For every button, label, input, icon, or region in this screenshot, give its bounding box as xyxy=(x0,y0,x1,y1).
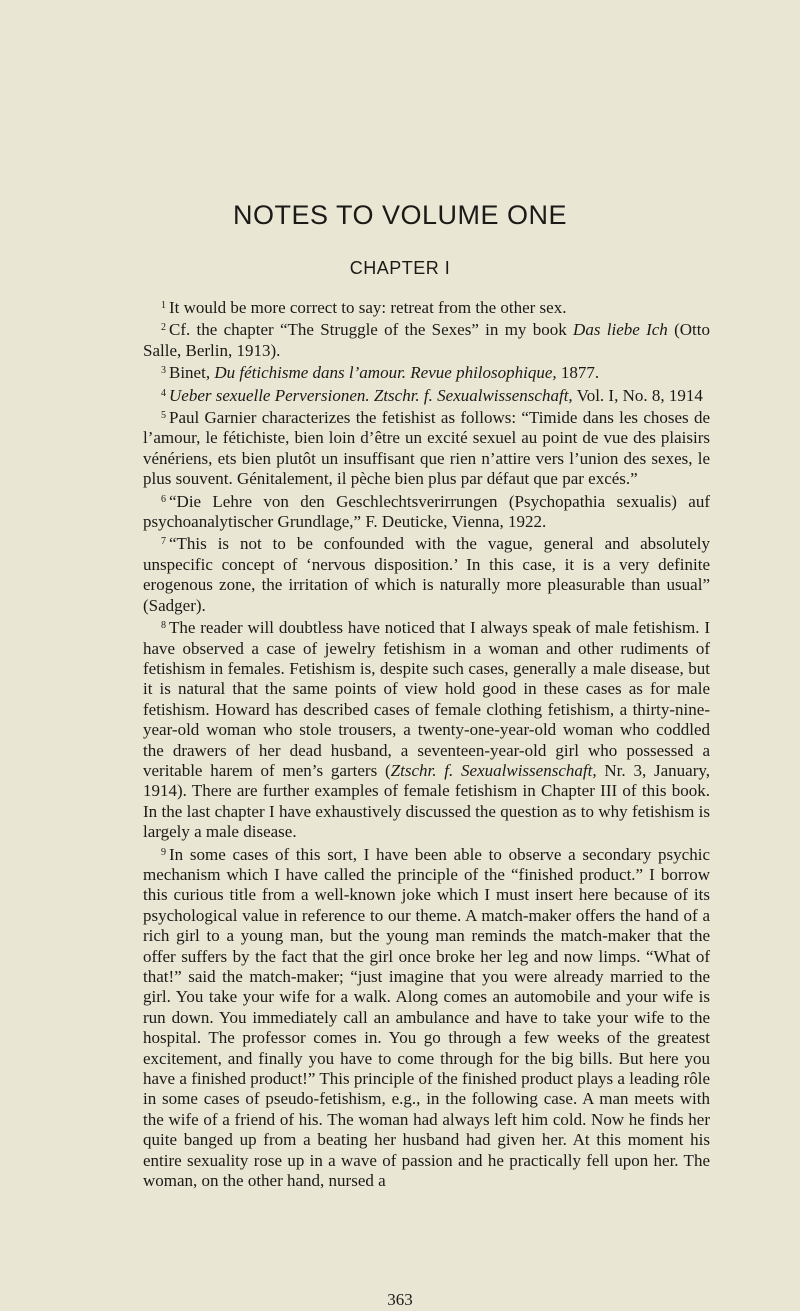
footnote-number: 2 xyxy=(161,322,166,334)
footnote-5 xyxy=(143,406,710,490)
footnote-text: Vol. I, No. 8, 1914 xyxy=(572,385,703,405)
footnote-number: 6 xyxy=(161,493,166,505)
page-title: NOTES TO VOLUME ONE xyxy=(232,200,568,230)
footnote-9 xyxy=(143,843,710,1192)
italic-title-text: Das liebe Ich xyxy=(573,320,668,340)
chapter-heading: CHAPTER I xyxy=(349,258,451,278)
footnote-6 xyxy=(143,490,710,533)
footnote-text: In some cases of this sort, I have been able to observe a secondary psychic mechanism which I have called the principle of the “finished product.” I borrow this curious title from a well-known joke which I must insert here because of its psychological value in reference to our theme. A match-maker offers the hand of a rich girl to a young man, but the young man reminds the match-maker that the offer suffers by the fact that the girl once broke her leg and now limps. “What of that!” said the match-maker; “just imagine that you were already married to the girl. You take your wife for a walk. Along comes an automobile and your wife is run down. You immediately call an ambulance and have to take your wife to the hospital. The professor comes in. You go through a few weeks of the greatest excitement, and finally you have to come through for the big bills. But here you have a finished product!” This principle of the finished product plays a leading rôle in some cases of pseudo-fetishism, e.g., in the following case. A man meets with the wife of a friend of his. The woman had always left him cold. Now he finds her quite banged up from a beating her husband had given her. At this moment his entire sexuality rose up in a wave of passion and he practically fell upon her. The woman, on the other hand, nursed a xyxy=(143,844,710,1191)
footnote-text: Cf. the chapter “The Struggle of the Sexes” in my book xyxy=(169,320,574,340)
footnote-3 xyxy=(143,361,710,383)
footnote-7 xyxy=(143,532,710,616)
footnote-8 xyxy=(143,616,710,842)
footnote-1 xyxy=(143,296,710,318)
footnote-text: “This is not to be confounded with the vague, general and absolutely unspecific concept of ‘nervous disposition.’ In this case, it is a very definite erogenous zone, the irritation of which is naturally more pleasurable than usual” (Sadger). xyxy=(143,534,710,615)
italic-title-text: Du fétichisme dans l’amour. Revue philosophique, xyxy=(214,363,557,383)
footnote-text: The reader will doubtless have noticed that I always speak of male fetishism. I have observed a case of jewelry fetishism in a woman and other rudiments of fetishism in females. Fetishism is, despite such cases, generally a male disease, but it is natural that the same points of view hold good in these cases as for male fetishism. Howard has described cases of female clothing fetishism, a thirty-nine-year-old woman who stole trousers, a twenty-one-year-old woman who coddled the drawers of her dead husband, a seventeen-year-old girl who possessed a veritable harem of men’s garters ( xyxy=(143,618,710,780)
footnote-number: 1 xyxy=(161,300,166,311)
footnote-text: Paul Garnier characterizes the fetishist as follows: “Timide dans les choses de l’amour, le fétichiste, bien loin d’être un excité sexuel au point de vue des plaisirs vénériens, ets bien plutôt un insuffisant que rien n’attire vers l’union des sexes, le plus souvent. Génitalement, il pèche bien plus par défaut que par excés.” xyxy=(143,408,710,489)
footnote-number: 3 xyxy=(161,365,166,377)
footnote-4 xyxy=(143,384,710,406)
italic-title-text: Ztschr. f. Sexualwissenschaft, xyxy=(390,760,597,780)
footnote-text: (Otto Salle, Berlin, 1913). xyxy=(143,320,710,360)
footnote-text: It would be more correct to say: retreat from the other sex. xyxy=(169,298,567,317)
footnote-2 xyxy=(143,318,710,361)
footnote-number: 8 xyxy=(161,620,166,632)
footnote-text: Binet, xyxy=(169,363,215,383)
footnote-number: 7 xyxy=(161,536,166,548)
page-number: 363 xyxy=(387,1290,413,1309)
footnote-number: 5 xyxy=(161,410,166,422)
footnote-text: Nr. 3, January, 1914). There are further examples of female fetishism in Chapter III of this book. In the last chapter I have exhaustively discussed the question as to why fetishism is largely a male disease. xyxy=(143,760,711,842)
footnote-number: 9 xyxy=(161,846,166,858)
footnote-text: 1877. xyxy=(556,363,600,383)
footnote-number: 4 xyxy=(161,387,166,399)
footnotes-list xyxy=(143,296,710,1191)
footnote-text: “Die Lehre von den Geschlechtsverirrungen (Psychopathia sexualis) auf psychoanalytischer Grundlage,” F. Deuticke, Vienna, 1922. xyxy=(143,491,710,532)
italic-title-text: Ueber sexuelle Perversionen. Ztschr. f. Sexualwissenschaft, xyxy=(169,385,573,405)
